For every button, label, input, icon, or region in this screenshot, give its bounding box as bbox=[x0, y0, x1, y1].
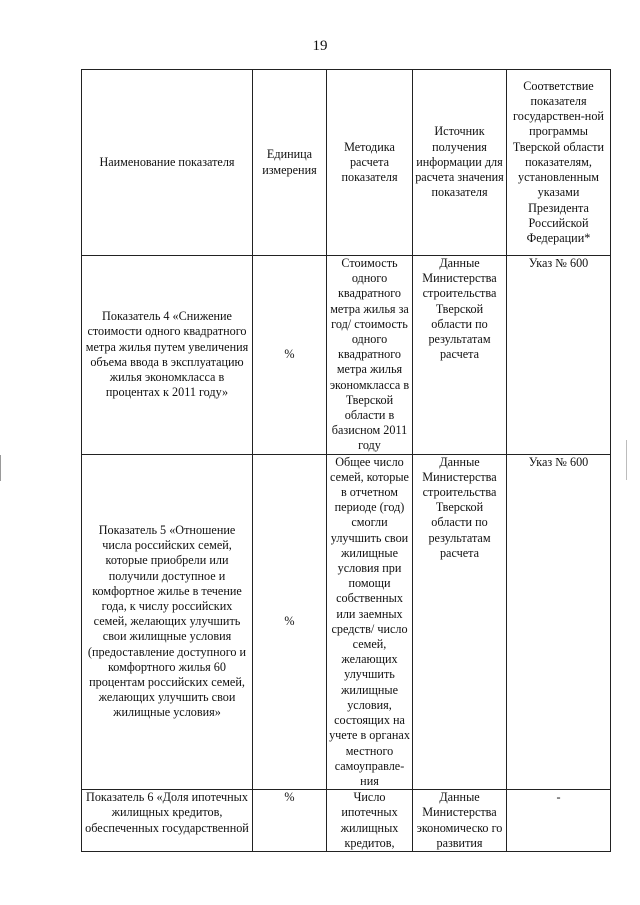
page-number: 19 bbox=[312, 38, 328, 54]
scan-margin-mark bbox=[626, 440, 627, 480]
row-source: Данные Министерства строительства Тверской области по результатам расчета bbox=[413, 256, 507, 455]
header-row bbox=[82, 70, 611, 256]
row-method: Стоимость одного квадратного метра жилья за год/ стоимость одного квадратного метра жилья экономкласса в Тверской области в базисном 2011 году bbox=[327, 256, 413, 455]
scan-margin-mark bbox=[0, 455, 1, 481]
row-method: Общее число семей, которые в отчетном периоде (год) смогли улучшить свои жилищные условия при помощи собственных или заемных средств/ число семей, желающих улучшить жилищные условия, состоящих на учете в органах местного самоуправле-ния bbox=[327, 454, 413, 789]
row-indicator-name: Показатель 4 «Снижение стоимости одного квадратного метра жилья путем увеличения объема ввода в эксплуатацию жилья экономкласса в процентах к 2011 году» bbox=[82, 256, 253, 455]
header-compliance: Соответствие показателя государствен-ной программы Тверской области показателям, установленным указами Президента Российской Федерации* bbox=[507, 70, 611, 256]
row-source: Данные Министерства строительства Тверской области по результатам расчета bbox=[413, 454, 507, 789]
row-method: Число ипотечных жилищных кредитов, bbox=[327, 790, 413, 852]
row-unit: % bbox=[253, 454, 327, 789]
indicators-table bbox=[81, 69, 611, 852]
header-source: Источник получения информации для расчета значения показателя bbox=[413, 70, 507, 256]
row-compliance: - bbox=[507, 790, 611, 852]
table-row bbox=[82, 256, 611, 455]
row-indicator-name: Показатель 6 «Доля ипотечных жилищных кредитов, обеспеченных государственной bbox=[82, 790, 253, 852]
row-unit: % bbox=[253, 790, 327, 852]
row-compliance: Указ № 600 bbox=[507, 454, 611, 789]
row-source: Данные Министерства экономическо го развития bbox=[413, 790, 507, 852]
header-method: Методика расчета показателя bbox=[327, 70, 413, 256]
table-row bbox=[82, 454, 611, 789]
row-unit: % bbox=[253, 256, 327, 455]
row-compliance: Указ № 600 bbox=[507, 256, 611, 455]
table-row bbox=[82, 790, 611, 852]
row-indicator-name: Показатель 5 «Отношение числа российских семей, которые приобрели или получили доступное и комфортное жилье в течение года, к числу российских семей, желающих улучшить свои жилищные условия (предоставление доступного и комфортного жилья 60 процентам российских семей, желающих улучшить свои жилищные условия» bbox=[82, 454, 253, 789]
header-unit: Единица измерения bbox=[253, 70, 327, 256]
header-indicator-name: Наименование показателя bbox=[82, 70, 253, 256]
